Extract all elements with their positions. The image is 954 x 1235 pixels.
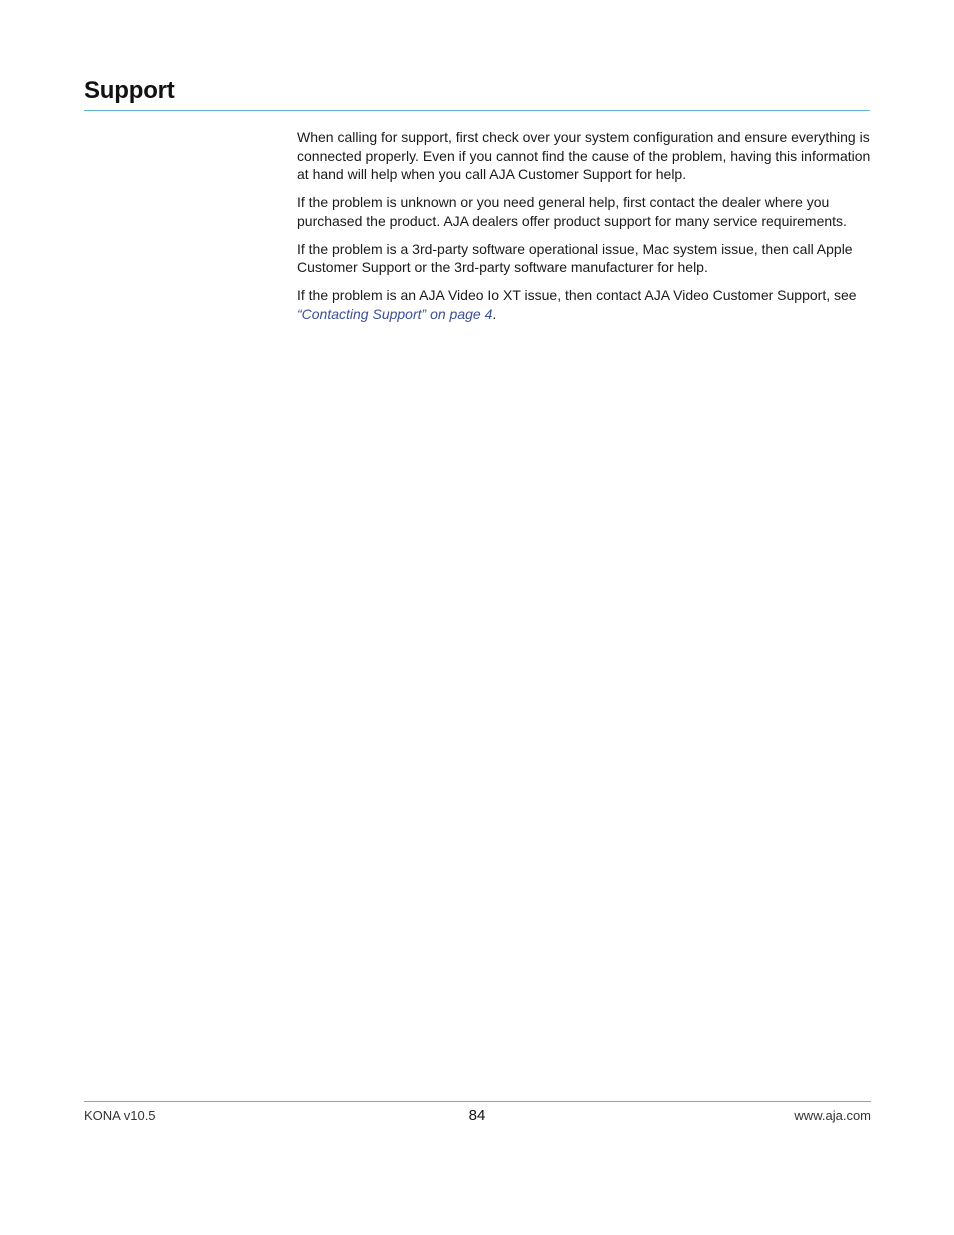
footer-page-number: 84 — [468, 1107, 486, 1124]
footer-website: www.aja.com — [794, 1108, 871, 1123]
paragraph-aja-support — [297, 286, 872, 323]
footer-product-version: KONA v10.5 — [84, 1108, 156, 1123]
paragraph-support-intro: When calling for support, first check over your system configuration and ensure everything is connected properly. Even if you cannot find the cause of the problem, having this information at hand will help when you call AJA Customer Support for help. — [297, 129, 871, 182]
body-content — [297, 128, 872, 333]
paragraph-dealer-help: If the problem is unknown or you need general help, first contact the dealer where you purchased the product. AJA dealers offer product support for many service requirements. — [297, 194, 847, 229]
title-divider — [84, 110, 870, 111]
paragraph-aja-support-suffix: . — [492, 305, 497, 322]
footer-divider — [84, 1101, 871, 1102]
page-title: Support — [84, 77, 175, 104]
paragraph-third-party: If the problem is a 3rd-party software operational issue, Mac system issue, then call Apple Customer Support or the 3rd-party software manufacturer for help. — [297, 240, 853, 275]
paragraph-aja-support-text: If the problem is an AJA Video Io XT issue, then contact AJA Video Customer Support, see — [297, 287, 857, 303]
contacting-support-link[interactable]: “Contacting Support” on page 4 — [297, 305, 493, 322]
